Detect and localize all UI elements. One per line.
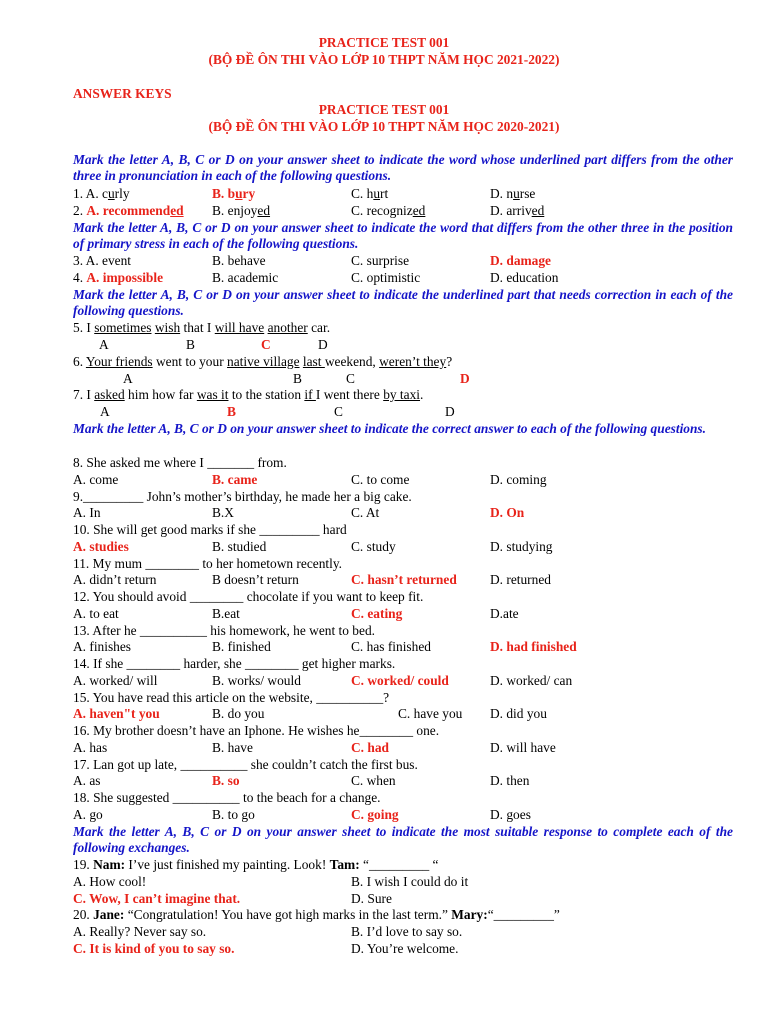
option-b: B. finished: [212, 639, 271, 654]
option-d: D. Sure: [351, 891, 392, 906]
option-c: C. hurt: [351, 186, 389, 201]
answer-marker: C: [261, 337, 271, 352]
option-c: C. optimistic: [351, 270, 421, 285]
option-b: B. studied: [212, 539, 267, 554]
option-d-answer: D. On: [490, 505, 525, 520]
option-c: C. when: [351, 773, 396, 788]
option-d: D.ate: [490, 606, 519, 621]
option-b: B. have: [212, 740, 253, 755]
option-a: A. How cool!: [73, 874, 147, 889]
option-b-answer: B. bury: [212, 186, 256, 201]
option-a: A. come: [73, 472, 119, 487]
option-d: D. studying: [490, 539, 553, 554]
option-b: B.eat: [212, 606, 240, 621]
option-d: D. nurse: [490, 186, 536, 201]
question-8-stem: 8. She asked me where I _______ from.: [73, 455, 287, 470]
question-9-stem: 9._________ John’s mother’s birthday, he made her a big cake.: [73, 489, 412, 504]
option-a: A. didn’t return: [73, 572, 157, 587]
instruction-pronunciation: Mark the letter A, B, C or D on your answer sheet to indicate the word whose underlined part differs from the other three in pronunciation in each of the following questions.: [73, 152, 733, 183]
option-a: A. to eat: [73, 606, 119, 621]
question-10-stem: 10. She will get good marks if she _________ hard: [73, 522, 347, 537]
page-title: PRACTICE TEST 001: [318, 35, 450, 50]
question-17-stem: 17. Lan got up late, __________ she couldn’t catch the first bus.: [73, 757, 418, 772]
option-b: B. academic: [212, 270, 279, 285]
option-c: C. recognized: [351, 203, 426, 218]
option-b-answer: B. came: [212, 472, 258, 487]
option-d: D. worked/ can: [490, 673, 573, 688]
option-d-answer: D. damage: [490, 253, 551, 268]
option-d: D. You’re welcome.: [351, 941, 459, 956]
option-b: B. enjoyed: [212, 203, 271, 218]
instruction-correct-answer: Mark the letter A, B, C or D on your answer sheet to indicate the correct answer to each of the following questions.: [73, 421, 706, 436]
option-c-answer: C. going: [351, 807, 399, 822]
option-c-answer: C. hasn’t returned: [351, 572, 457, 587]
page-subtitle: (BỘ ĐỀ ÔN THI VÀO LỚP 10 THPT NĂM HỌC 2021-2022): [208, 52, 560, 67]
instruction-correction: Mark the letter A, B, C or D on your answer sheet to indicate the underlined part that needs correction in each of the following questions.: [73, 287, 733, 318]
option-b: B. do you: [212, 706, 265, 721]
question-7: 7. I asked him how far was it to the station if I went there by taxi.: [73, 387, 424, 402]
document-page: PRACTICE TEST 001 (BỘ ĐỀ ÔN THI VÀO LỚP 10 THPT NĂM HỌC 2021-2022) ANSWER KEYS PRACTICE TEST 001 (BỘ ĐỀ ÔN THI VÀO LỚP 10 THPT NĂM HỌC 2020-2021) Mark the letter A, B, C or D on your answer sheet to indicate the word whose underlined part differs from the other three in pronunciation in each of the following questions. 1. A. curly B. bury C. hurt D. nurse 2. A. recommended B. enjoyed C. recognized D. arrived Mark the letter A, B, C or D on your answer sheet to indicate the word that differs from the other three in the position of primary stress in each of the following questions. 3. A. event B. behave C. surprise D. damage 4. A. impossible B. academic C. optimistic D. education Mark the letter A, B, C or D on your answer sheet to indicate the underlined part that needs correction in each of the following questions. 5. I sometimes wish that I will have another car. A B C D 6. Your friends went to your native village last weekend, weren’t they? A B C D 7. I asked him how far was it to the station if I went there by taxi. A B C D Mark the letter A, B, C or D on your answer sheet to indicate the correct answer to each of the following questions. 8. She asked me where I _______ from. A. come B. came C. to come D. coming 9._________ John’s mother’s birthday, he made her a big cake. A. In B.X C. At D. On 10. She will get good marks if she _________ hard A. studies B. studied C. study D. studying 11. My mum ________ to her hometown recently. A. didn’t return B doesn’t return C. hasn’t returned D. returned 12. You should avoid ________ chocolate if you want to keep fit. A. to eat B.eat C. eating D.ate 13. After he __________ his homework, he went to bed. A. finishes B. finished C. has finished D. had finished 14. If she ________ harder, she ________ get higher marks. A. worked/ will B. works/ would C. worked/ could D. worked/ can 15. You have read this article on the website, __________? A. haven"t you B. do you C. have you D. did you 16. My brother doesn’t have an Iphone. He wishes he________ one. A. has B. have C. had D. will have 17. Lan got up late, __________ she couldn’t catch the first bus. A. as B. so C. when D. then 18. She suggested __________ to the beach for a change. A. go B. to go C. going D. goes Mark the letter A, B, C or D on your answer sheet to indicate the most suitable response to complete each of the following exchanges. 19. Nam: I’ve just finished my painting. Look! Tam: “_________ “ A. How cool! B. I wish I could do it C. Wow, I can’t imagine that. D. Sure 20. Jane: “Congratulation! You have got high marks in the last term.” Mary:“_________” A. Really? Never say so. B. I’d love to say so. C. It is kind of you to say so. D. You’re welcome.: [0, 0, 768, 1024]
question-5: 5. I sometimes wish that I will have another car.: [73, 320, 331, 335]
answer-keys-heading: ANSWER KEYS: [73, 86, 172, 101]
option-d: D. goes: [490, 807, 531, 822]
option-d: D. returned: [490, 572, 551, 587]
option-a-answer: 4. A. impossible: [73, 270, 164, 285]
question-12-stem: 12. You should avoid ________ chocolate if you want to keep fit.: [73, 589, 424, 604]
option-a-answer: A. studies: [73, 539, 129, 554]
option-c-answer: C. had: [351, 740, 389, 755]
option-a: A. In: [73, 505, 101, 520]
option-d-answer: D. had finished: [490, 639, 577, 654]
option-a: A. finishes: [73, 639, 132, 654]
option-c: C. At: [351, 505, 380, 520]
option-b-answer: B. so: [212, 773, 240, 788]
option-c: C. has finished: [351, 639, 431, 654]
answer-marker: D: [460, 371, 470, 386]
option-a: A. go: [73, 807, 103, 822]
option-d: D. arrived: [490, 203, 545, 218]
option-b: B. to go: [212, 807, 255, 822]
question-19-stem: 19. Nam: I’ve just finished my painting. Look! Tam: “_________ “: [73, 857, 439, 872]
question-15-stem: 15. You have read this article on the website, __________?: [73, 690, 390, 705]
question-20-stem: 20. Jane: “Congratulation! You have got high marks in the last term.” Mary:“_________”: [73, 907, 560, 922]
question-16-stem: 16. My brother doesn’t have an Iphone. He wishes he________ one.: [73, 723, 440, 738]
instruction-response: Mark the letter A, B, C or D on your answer sheet to indicate the most suitable response to complete each of the following exchanges.: [73, 824, 733, 855]
section-subtitle: (BỘ ĐỀ ÔN THI VÀO LỚP 10 THPT NĂM HỌC 2020-2021): [208, 119, 560, 134]
question-13-stem: 13. After he __________ his homework, he went to bed.: [73, 623, 375, 638]
question-6: 6. Your friends went to your native village last weekend, weren’t they?: [73, 354, 453, 369]
option-a: 3. A. event: [73, 253, 132, 268]
option-c-answer: C. eating: [351, 606, 403, 621]
option-b: B. I’d love to say so.: [351, 924, 463, 939]
option-a-answer: 2. A. recommended: [73, 203, 184, 218]
answer-marker: B: [227, 404, 236, 419]
option-d: D. did you: [490, 706, 547, 721]
option-c-answer: C. It is kind of you to say so.: [73, 941, 235, 956]
option-c: C. surprise: [351, 253, 410, 268]
question-11-stem: 11. My mum ________ to her hometown recently.: [73, 556, 343, 571]
instruction-stress: Mark the letter A, B, C or D on your answer sheet to indicate the word that differs from the other three in the position of primary stress in each of the following questions.: [73, 220, 733, 251]
question-18-stem: 18. She suggested __________ to the beach for a change.: [73, 790, 381, 805]
option-b: B.X: [212, 505, 234, 520]
option-a: A. has: [73, 740, 108, 755]
option-a: A. as: [73, 773, 101, 788]
option-c-answer: C. Wow, I can’t imagine that.: [73, 891, 241, 906]
option-b: B. I wish I could do it: [351, 874, 469, 889]
option-c: C. have you: [398, 706, 463, 721]
option-c: C. to come: [351, 472, 410, 487]
option-a: A. Really? Never say so.: [73, 924, 207, 939]
option-c-answer: C. worked/ could: [351, 673, 449, 688]
option-a: 1. A. curly: [73, 186, 130, 201]
option-a: A. worked/ will: [73, 673, 158, 688]
option-d: D. education: [490, 270, 559, 285]
option-d: D. will have: [490, 740, 556, 755]
option-a-answer: A. haven"t you: [73, 706, 160, 721]
option-d: D. then: [490, 773, 530, 788]
question-14-stem: 14. If she ________ harder, she ________ get higher marks.: [73, 656, 396, 671]
option-b: B doesn’t return: [212, 572, 299, 587]
option-c: C. study: [351, 539, 396, 554]
option-b: B. works/ would: [212, 673, 301, 688]
section-title: PRACTICE TEST 001: [318, 102, 450, 117]
option-b: B. behave: [212, 253, 266, 268]
option-d: D. coming: [490, 472, 547, 487]
